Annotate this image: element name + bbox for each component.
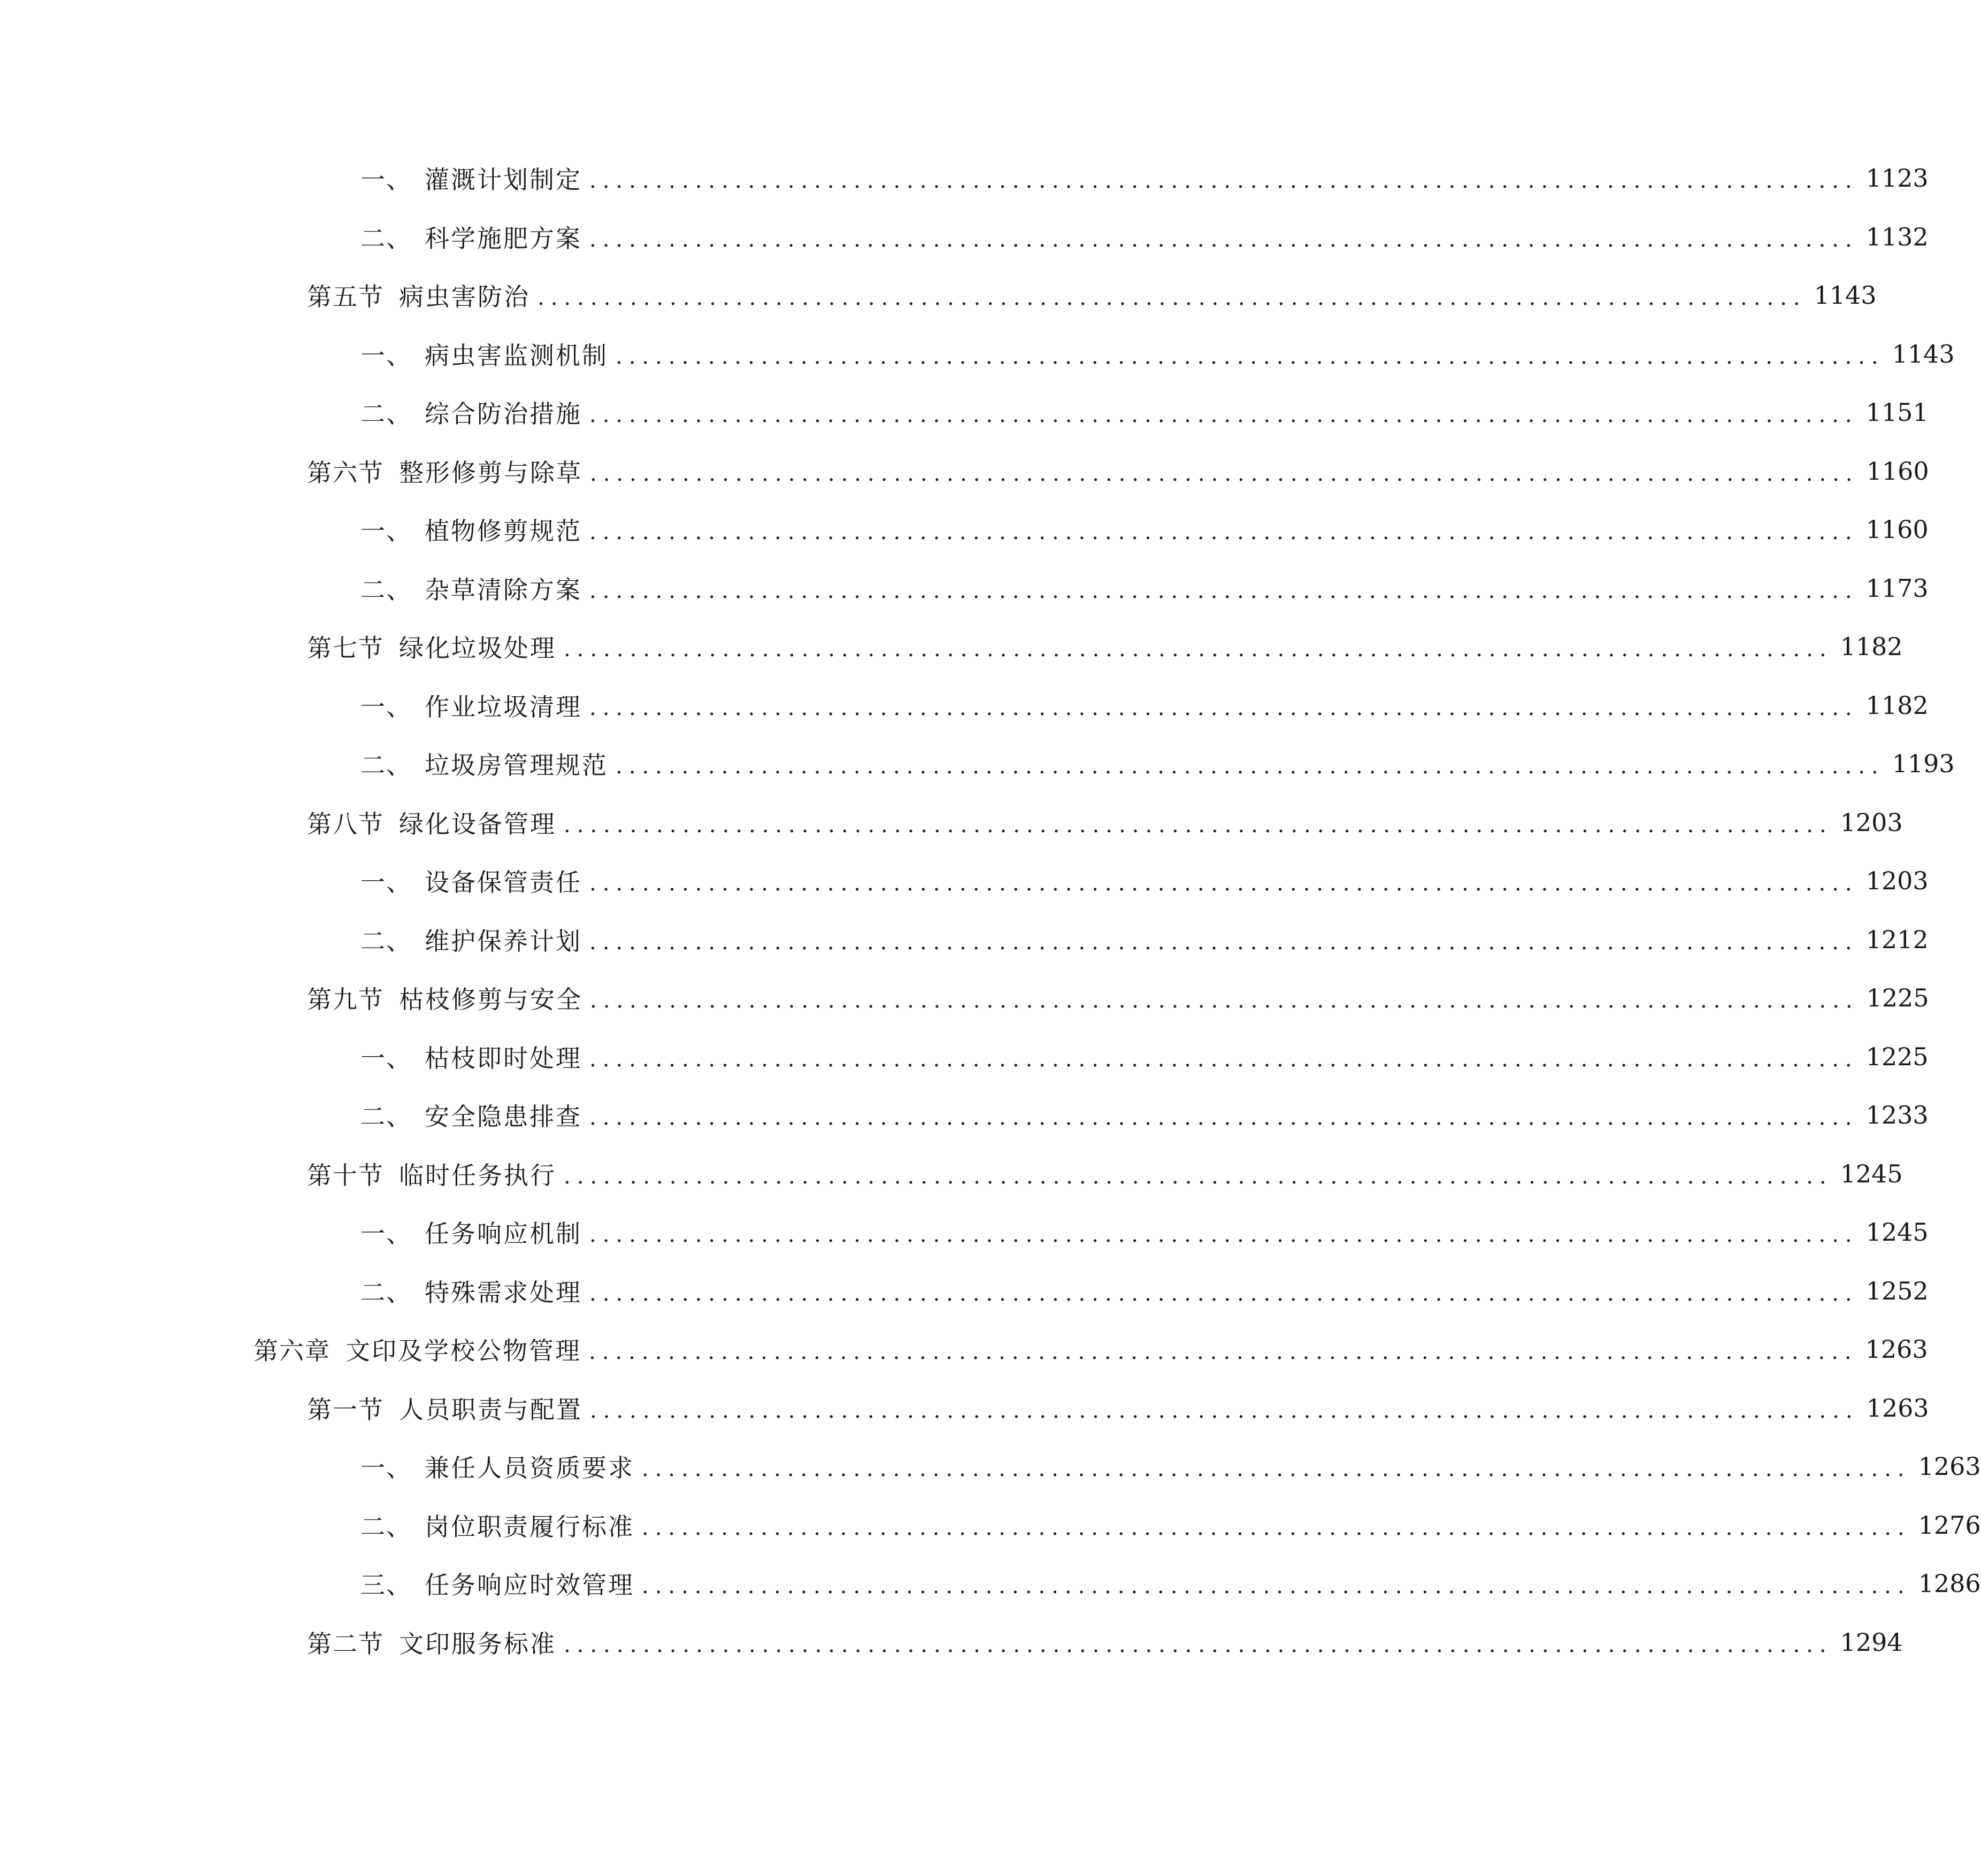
toc-page-number: 1160 [1866, 457, 1929, 486]
toc-page-number: 1173 [1865, 574, 1929, 603]
toc-entry-number: 第九节 [307, 985, 384, 1014]
toc-dot-leader: ................................................................................................ [589, 579, 1859, 603]
toc-entry-title: 文印服务标准 [399, 1629, 556, 1658]
toc-entry[interactable] [360, 207, 1929, 266]
toc-entry-number: 二、 [360, 1512, 412, 1541]
toc-entry[interactable] [254, 1320, 1928, 1379]
toc-page-number: 1233 [1865, 1101, 1929, 1129]
toc-dot-leader: ................................................................................................ [589, 1105, 1859, 1130]
toc-page-number: 1294 [1840, 1628, 1903, 1657]
toc-entry-title: 病虫害监测机制 [425, 341, 608, 370]
toc-entry-title: 绿化设备管理 [399, 810, 556, 839]
toc-entry-title: 维护保养计划 [425, 927, 582, 956]
toc-entry[interactable] [360, 1027, 1929, 1086]
toc-dot-leader: ................................................................................................ [589, 168, 1859, 193]
toc-entry-title: 特殊需求处理 [425, 1278, 582, 1307]
toc-page-number: 1132 [1865, 222, 1929, 251]
toc-entry[interactable] [307, 968, 1929, 1027]
toc-page-number: 1203 [1840, 808, 1903, 837]
toc-entry[interactable] [307, 1379, 1929, 1437]
toc-entry[interactable] [360, 851, 1929, 910]
toc-entry-title: 灌溉计划制定 [425, 165, 582, 194]
toc-entry-title: 杂草清除方案 [425, 575, 582, 604]
toc-entry-number: 二、 [360, 224, 412, 253]
toc-entry-number: 三、 [360, 1571, 412, 1600]
toc-entry-number: 二、 [360, 1278, 412, 1307]
toc-entry-title: 植物修剪规范 [425, 517, 582, 545]
toc-dot-leader: ................................................................................................ [642, 1574, 1911, 1598]
toc-entry-title: 岗位职责履行标准 [425, 1512, 634, 1541]
toc-dot-leader: ................................................................................................ [589, 520, 1859, 544]
toc-entry[interactable] [360, 1496, 1981, 1555]
toc-entry-title: 任务响应机制 [425, 1219, 582, 1248]
toc-page-number: 1225 [1866, 983, 1929, 1012]
toc-page-number: 1276 [1918, 1511, 1981, 1540]
toc-dot-leader: ................................................................................................ [589, 1340, 1858, 1364]
toc-entry-number: 第五节 [307, 282, 384, 311]
toc-dot-leader: ................................................................................................ [564, 637, 1833, 662]
toc-entry-title: 文印及学校公物管理 [345, 1336, 581, 1365]
toc-entry[interactable] [360, 1262, 1929, 1320]
toc-entry[interactable] [360, 559, 1929, 618]
toc-entry-title: 绿化垃圾处理 [399, 634, 556, 663]
toc-entry-number: 第八节 [307, 810, 384, 839]
toc-page-number: 1193 [1892, 749, 1955, 778]
toc-entry-number: 二、 [360, 575, 412, 604]
toc-entry-number: 第六章 [254, 1336, 331, 1365]
toc-entry[interactable] [360, 500, 1929, 559]
toc-entry-title: 临时任务执行 [399, 1161, 556, 1190]
toc-entry-title: 枯枝修剪与安全 [399, 985, 582, 1014]
toc-entry-number: 一、 [360, 693, 412, 721]
toc-page-number: 1245 [1865, 1218, 1929, 1247]
toc-entry-number: 第二节 [307, 1629, 384, 1658]
toc-dot-leader: ................................................................................................ [564, 1633, 1833, 1657]
toc-entry-number: 二、 [360, 399, 412, 428]
toc-entry-number: 一、 [360, 1044, 412, 1073]
toc-dot-leader: ................................................................................................ [589, 871, 1859, 896]
toc-dot-leader: ................................................................................................ [589, 403, 1859, 427]
toc-page-number: 1263 [1918, 1452, 1981, 1481]
toc-entry-title: 综合防治措施 [425, 399, 582, 428]
toc-entry[interactable] [360, 325, 1955, 383]
toc-entry[interactable] [360, 1437, 1981, 1496]
toc-page-number: 1182 [1865, 691, 1929, 720]
toc-dot-leader: ................................................................................................ [564, 1164, 1833, 1189]
toc-entry-title: 人员职责与配置 [399, 1395, 582, 1424]
toc-page-number: 1263 [1865, 1335, 1928, 1364]
toc-page-number: 1151 [1865, 398, 1929, 427]
toc-page-number: 1245 [1840, 1159, 1903, 1188]
toc-entry[interactable] [360, 910, 1929, 969]
toc-entry-title: 任务响应时效管理 [425, 1571, 634, 1600]
toc-page-number: 1212 [1865, 925, 1929, 954]
toc-entry[interactable] [307, 617, 1903, 676]
toc-dot-leader: ................................................................................................ [642, 1457, 1911, 1481]
toc-entry-title: 整形修剪与除草 [399, 458, 582, 487]
toc-dot-leader: ................................................................................................ [589, 1047, 1859, 1072]
toc-dot-leader: ................................................................................................ [589, 1281, 1859, 1306]
toc-page-number: 1252 [1865, 1277, 1929, 1305]
toc-entry-number: 第六节 [307, 458, 384, 487]
toc-page-number: 1143 [1892, 340, 1955, 368]
toc-dot-leader: ................................................................................................ [642, 1516, 1911, 1540]
toc-dot-leader: ................................................................................................ [589, 696, 1859, 720]
toc-entry-number: 一、 [360, 517, 412, 545]
toc-entry[interactable] [307, 1613, 1903, 1672]
toc-entry-number: 一、 [360, 1219, 412, 1248]
toc-entry-number: 一、 [360, 165, 412, 194]
toc-entry[interactable] [360, 149, 1929, 207]
toc-entry-number: 二、 [360, 1102, 412, 1131]
toc-page-number: 1203 [1865, 866, 1929, 895]
toc-entry[interactable] [307, 266, 1877, 325]
toc-dot-leader: ................................................................................................ [538, 286, 1807, 310]
toc-page-number: 1263 [1866, 1394, 1929, 1423]
toc-dot-leader: ................................................................................................ [589, 930, 1859, 955]
toc-entry-number: 一、 [360, 1454, 412, 1482]
toc-entry[interactable] [307, 1144, 1903, 1203]
toc-entry-title: 作业垃圾清理 [425, 693, 582, 721]
toc-dot-leader: ................................................................................................ [616, 344, 1885, 369]
toc-dot-leader: ................................................................................................ [616, 754, 1885, 779]
toc-page-number: 1286 [1918, 1569, 1981, 1598]
toc-entry[interactable] [360, 1203, 1929, 1262]
toc-entry[interactable] [360, 676, 1929, 735]
toc-entry-title: 垃圾房管理规范 [425, 751, 608, 780]
toc-page-number: 1225 [1865, 1042, 1929, 1071]
toc-entry-number: 二、 [360, 927, 412, 956]
toc-entry-number: 第一节 [307, 1395, 384, 1424]
toc-dot-leader: ................................................................................................ [590, 462, 1859, 486]
toc-entry[interactable] [360, 1554, 1981, 1613]
toc-entry-title: 设备保管责任 [425, 868, 582, 897]
toc-dot-leader: ................................................................................................ [589, 227, 1859, 252]
toc-dot-leader: ................................................................................................ [589, 1223, 1859, 1247]
toc-entry-title: 兼任人员资质要求 [425, 1454, 634, 1482]
toc-entry-number: 二、 [360, 751, 412, 780]
toc-entry-title: 病虫害防治 [399, 282, 530, 311]
toc-entry-title: 安全隐患排查 [425, 1102, 582, 1131]
toc-page-number: 1123 [1865, 164, 1929, 193]
toc-dot-leader: ................................................................................................ [590, 988, 1859, 1013]
toc-dot-leader: ................................................................................................ [564, 813, 1833, 837]
toc-page-number: 1160 [1865, 515, 1929, 544]
toc-entry[interactable] [360, 383, 1929, 442]
toc-dot-leader: ................................................................................................ [590, 1398, 1859, 1423]
toc-entry-number: 第十节 [307, 1161, 384, 1190]
toc-entry-title: 枯枝即时处理 [425, 1044, 582, 1073]
toc-entry-number: 一、 [360, 341, 412, 370]
toc-entry-number: 一、 [360, 868, 412, 897]
toc-entry[interactable] [307, 793, 1903, 852]
toc-entry-number: 第七节 [307, 634, 384, 663]
toc-entry[interactable] [360, 734, 1955, 793]
toc-entry[interactable] [307, 442, 1929, 501]
toc-entry-title: 科学施肥方案 [425, 224, 582, 253]
toc-entry[interactable] [360, 1086, 1929, 1144]
toc-page-number: 1143 [1814, 281, 1877, 310]
toc-page-number: 1182 [1840, 632, 1903, 661]
